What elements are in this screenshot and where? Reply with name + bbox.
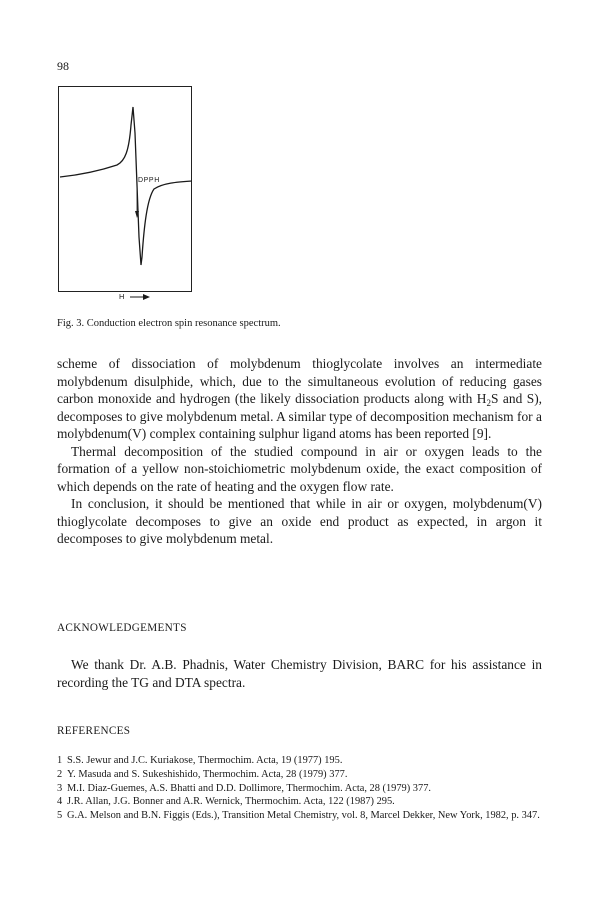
acknowledgements-text: We thank Dr. A.B. Phadnis, Water Chemistry Division, BARC for his assistance in recording the TG and DTA spectra. <box>57 657 542 690</box>
page-number: 98 <box>57 59 69 73</box>
esr-spectrum-plot <box>59 87 193 293</box>
paragraph-thermal-decomposition: Thermal decomposition of the studied compound in air or oxygen leads to the formation of a yellow non-stoichiometric molybdenum oxide, the exact composition of which depends on the rate of heating and the oxygen flow rate. <box>57 443 542 494</box>
right-arrow-icon <box>129 292 151 302</box>
paragraph-conclusion: In conclusion, it should be mentioned that while in air or oxygen, molybdenum(V) thioglycolate decomposes to give an oxide end product as expected, in argon it decomposes to give molybdenum metal. <box>57 496 542 546</box>
spectrum-trace <box>60 107 192 265</box>
reference-item: 3 M.I. Diaz-Guemes, A.S. Bhatti and D.D. Dollimore, Thermochim. Acta, 28 (1979) 377. <box>57 782 431 794</box>
reference-item: 1 S.S. Jewur and J.C. Kuriakose, Thermochim. Acta, 19 (1977) 195. <box>57 755 343 766</box>
body-text <box>57 355 542 548</box>
reference-item: 4 J.R. Allan, J.G. Bonner and A.R. Wernick, Thermochim. Acta, 122 (1987) 295. <box>57 796 395 808</box>
references-list <box>57 754 547 823</box>
references-heading: REFERENCES <box>57 725 131 737</box>
acknowledgements-heading: ACKNOWLEDGEMENTS <box>57 622 187 634</box>
paragraph-dissociation-scheme: scheme of dissociation of molybdenum thioglycolate involves an intermediate molybdenum disulphide, which, due to the simultaneous evolution of reducing gases carbon monoxide and hydrogen (the likely dissociation products along with $H_2S$ and S), decomposes to give molybdenum metal. A similar type of decomposition mechanism for a molybdenum(V) complex containing sulphur ligand atoms has been reported [9]. <box>57 356 543 441</box>
reference-item: 2 Y. Masuda and S. Sukeshishido, Thermochim. Acta, 28 (1979) 377. <box>57 768 348 780</box>
esr-spectrum-figure <box>58 86 192 292</box>
figure-caption: Fig. 3. Conduction electron spin resonance spectrum. <box>57 318 281 329</box>
reference-item: 5 G.A. Melson and B.N. Figgis (Eds.), Transition Metal Chemistry, vol. 8, Marcel Dekker, New York, 1982, p. 347. <box>57 810 540 822</box>
dpph-marker-label: DPPH <box>138 177 160 184</box>
field-axis-label: H <box>119 292 125 301</box>
